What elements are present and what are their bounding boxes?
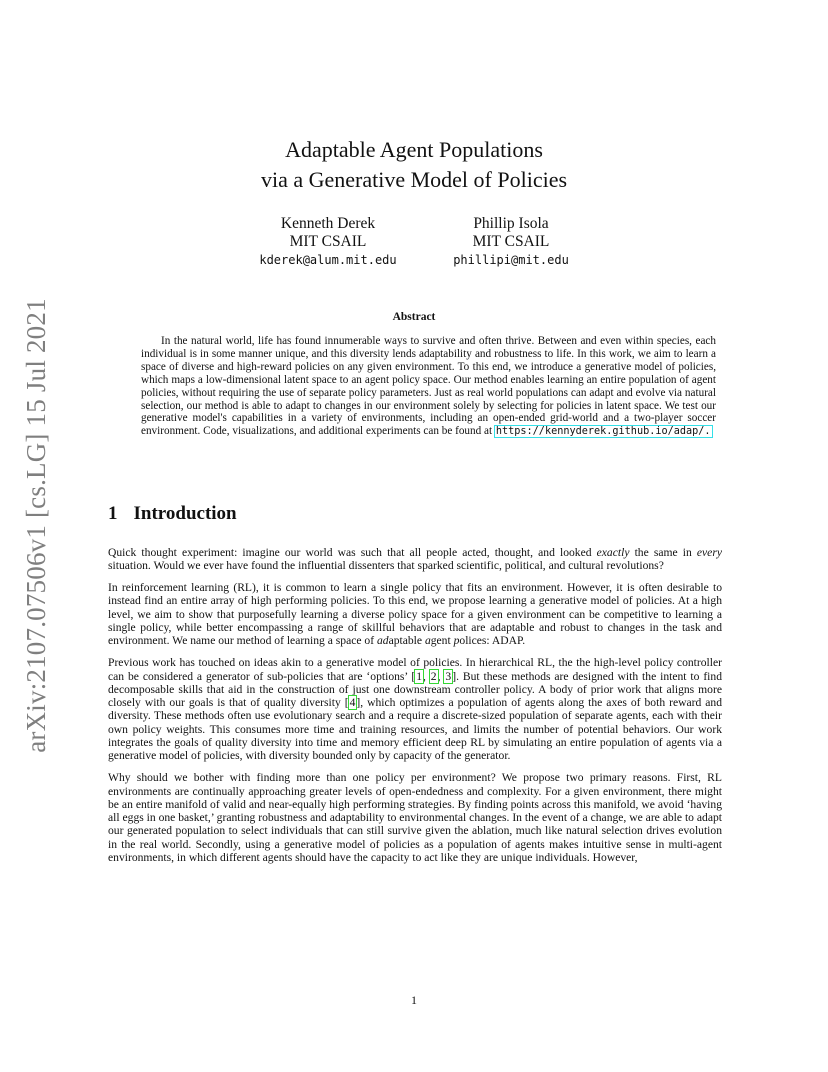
introduction-body: [108, 546, 722, 873]
text-run: Previous work has touched on ideas akin to a generative model of policies. In hierarchical RL, the the high-level policy controller can be considered a generator of sub-policies that are ‘options’: [108, 656, 722, 683]
section-number: 1: [108, 503, 118, 524]
paper-title: [164, 135, 664, 195]
author-name: Phillip Isola: [473, 215, 549, 232]
text-run: situation. Would we ever have found the influential dissenters that sparked scientific, political, and cultural revolutions?: [108, 559, 664, 573]
page-number: 1: [411, 993, 417, 1007]
citation-link[interactable]: 3: [445, 669, 452, 683]
text-run: gent: [430, 634, 454, 648]
section-title: Introduction: [133, 503, 237, 524]
paper-title-line-2: via a Generative Model of Policies: [260, 167, 568, 192]
text-run: . But these methods are designed with the intent to find decomposable skills that aid in the construction of just one downstream controller policy. A body of prior work that aligns more closely with our goals is that of quality diversity: [108, 669, 722, 710]
paper-title-line-1: Adaptable Agent Populations: [285, 137, 543, 162]
citation-link[interactable]: 2: [430, 669, 437, 683]
abstract-text: In the natural world, life has found innumerable ways to survive and often thrive. Between and even within species, each individual is in some manner unique, and this diversity lends adaptability and robustness to life. In this work, we aim to learn a space of diverse and high-reward policies on any given environment. To this end, we introduce a generative model of policies, which maps a low-dimensional latent space to an agent policy space. Our method enables learning an entire population of agent policies, without requiring the use of separate policy parameters. Just as real world populations can adapt and evolve via natural selection, our method is able to adapt to changes in our environment solely by selecting for policies in latent space. We test our generative model's capabilities in a variety of environments, including an open-ended grid-world and a two-player soccer environment. Code, visualizations, and additional experiments can be found at: [141, 335, 716, 438]
citation-link[interactable]: 1: [416, 669, 422, 683]
text-run: Quick thought experiment: imagine our world was such that all people acted, thought, and looked: [108, 546, 597, 559]
text-run: , which optimizes a population of agents along the axes of both reward and diversity. These methods often use evolutionary search and a require a discrete-sized population of separate agents, each with their own policy weights. This consumes more time and training resources, and limits the number of potential behaviors. Our work integrates the goals of quality diversity into time and memory efficient deep RL by simulating an entire population of agents via a generative model of policies, with diversity bounded only by capacity of the generator.: [108, 696, 722, 763]
author-block-2: [421, 215, 601, 269]
abstract-heading: Abstract: [392, 311, 436, 323]
text-run: In reinforcement learning (RL), it is common to learn a single policy that fits an environment. However, it is often desirable to instead find an entire array of high performing policies. To this end, we propose learning a generative model of policies. At a high level, we aim to show that purposefully learning a diverse policy space for a given environment can be competitive to learning a single policy, while better encompassing a range of skillful behaviors that are adaptable and robust to changes in the task and environment. We name our method of learning a space of: [108, 581, 722, 648]
paragraph-2: [108, 581, 722, 647]
emphasis-text: a: [424, 634, 431, 648]
emphasis-text: exactly: [596, 546, 630, 559]
paragraph-3: Previous work has touched on ideas akin to a generative model of policies. In hierarchical RL, the the high-level policy controller can be considered a generator of sub-policies that are ‘options’ [1, 2, 3]. But these methods are designed with the intent to find decomposable skills that aid in the construction of just one downstream controller policy. A body of prior work that aligns more closely with our goals is that of quality diversity [4], which optimizes a population of agents along the axes of both reward and diversity. These methods often use evolutionary search and a require a discrete-sized population of separate agents, each with their own policy weights. This consumes more time and training resources, and limits the number of potential behaviors. Our work integrates the goals of quality diversity into time and memory efficient deep RL by simulating an entire population of agents via a generative model of policies, with diversity bounded only by capacity of the generator.: [108, 656, 722, 763]
emphasis-text: p: [453, 634, 460, 648]
text-run: aptable: [388, 634, 425, 648]
emphasis-text: ad: [376, 634, 389, 648]
emphasis-text: every: [696, 546, 722, 559]
section-heading-introduction: [108, 503, 237, 525]
author-block-1: [238, 215, 418, 269]
arxiv-identifier-text: arXiv:2107.07506v1 [cs.LG] 15 Jul 2021: [20, 297, 51, 753]
project-url-link[interactable]: https://kennyderek.github.io/adap/.: [495, 426, 711, 438]
text-run: olices: ADAP.: [459, 634, 526, 648]
author-affiliation: MIT CSAIL: [289, 233, 367, 250]
author-name: Kenneth Derek: [280, 215, 376, 232]
paragraph-1: [108, 546, 722, 573]
paragraph-4: Why should we bother with finding more than one policy per environment? We propose two primary reasons. First, RL environments are continually approaching greater levels of open-endedness and complexity. For a given environment, there might be an entire manifold of valid and near-equally high performing strategies. By finding points across this manifold, we avoid ‘having all eggs in one basket,’ granting robustness and adaptability to environmental changes. In the event of a change, we are able to adapt our generated population to select individuals that can still survive given the ablation, much like natural selection drives evolution in the real world. Secondly, using a generative model of policies as a population of agents makes intuitive sense in multi-agent environments, in which different agents should have the capacity to act like they are unique individuals. However,: [108, 771, 722, 865]
author-email[interactable]: kderek@alum.mit.edu: [259, 253, 397, 267]
author-email[interactable]: phillipi@mit.edu: [453, 253, 569, 267]
arxiv-identifier-stamp: [16, 296, 56, 754]
citation-link[interactable]: 4: [349, 696, 356, 710]
author-affiliation: MIT CSAIL: [472, 233, 550, 250]
abstract-body: [141, 335, 716, 439]
text-run: the same in: [629, 546, 697, 559]
